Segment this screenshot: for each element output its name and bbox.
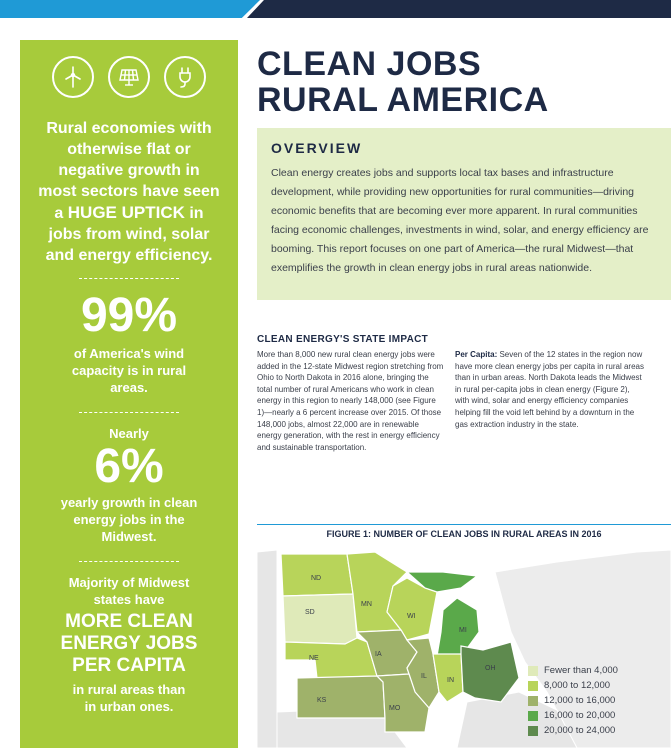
legend-label: 20,000 to 24,000 bbox=[544, 725, 616, 736]
legend-label: 8,000 to 12,000 bbox=[544, 680, 611, 691]
overview-heading: OVERVIEW bbox=[271, 140, 363, 156]
sidebar-lead bbox=[38, 118, 220, 266]
legend-item bbox=[528, 723, 618, 738]
map-legend bbox=[528, 663, 618, 738]
per-capita-text: Seven of the 12 states in the region now have more clean energy jobs per capita in rural areas than in urban areas. North Dakota leads the Midwest in rural per-capita jobs in clean energy (Figure 2), with wind, solar and energy efficiency companies helping fill the void left behind by a downturn in the gas extraction industry in the state. bbox=[455, 350, 644, 429]
page-title-line2: RURAL AMERICA bbox=[257, 81, 549, 119]
state-label: WI bbox=[407, 613, 416, 620]
stat-wind-capacity-value: 99% bbox=[80, 289, 178, 342]
per-capita-lead: Per Capita: bbox=[455, 350, 498, 359]
legend-label: 16,000 to 20,000 bbox=[544, 710, 616, 721]
state-label: MI bbox=[459, 627, 467, 634]
power-plug-icon bbox=[164, 56, 206, 98]
sidebar-lead-highlight: HUGE UPTICK bbox=[67, 203, 185, 222]
stat-growth-value: 6% bbox=[94, 440, 164, 493]
figure-rule bbox=[257, 524, 671, 525]
stat-growth-prefix: Nearly bbox=[109, 426, 149, 441]
state-ne bbox=[285, 638, 377, 678]
state-label: OH bbox=[485, 665, 496, 672]
state-label: ND bbox=[311, 575, 322, 582]
state-label: MN bbox=[361, 601, 372, 608]
sidebar-lead-after: in jobs from wind, solar and energy efficiency. bbox=[45, 205, 213, 264]
legend-item bbox=[528, 663, 618, 678]
state-oh bbox=[461, 642, 519, 702]
legend-swatch bbox=[528, 666, 538, 676]
legend-item bbox=[528, 693, 618, 708]
stat-per-capita-intro: Majority of Midwest states have bbox=[68, 575, 190, 607]
state-label: SD bbox=[305, 609, 315, 616]
solar-panel-icon bbox=[108, 56, 150, 98]
page-title-line1: CLEAN JOBS bbox=[257, 45, 482, 83]
divider bbox=[79, 278, 179, 279]
stat-growth-caption: yearly growth in clean energy jobs in the Midwest. bbox=[60, 495, 198, 544]
top-band-blue bbox=[0, 0, 260, 18]
state-label: KS bbox=[317, 697, 327, 704]
state-impact-col2 bbox=[455, 349, 645, 430]
stat-per-capita-caption: in rural areas than in urban ones. bbox=[72, 682, 186, 714]
legend-item bbox=[528, 678, 618, 693]
wind-turbine-icon bbox=[52, 56, 94, 98]
legend-label: 12,000 to 16,000 bbox=[544, 695, 616, 706]
state-impact-col1: More than 8,000 new rural clean energy jobs were added in the 12-state Midwest region stretching from Ohio to North Dakota in 2016 alone, bringing the total number of rural Americans who work in clean energy in this region to nearly 148,000 (see Figure 1)—nearly a 6 percent increase over 2015. Of those 148,000 jobs, almost 22,000 are in renewable energy generation, with the rest in energy efficiency and sustainable transportation. bbox=[257, 350, 444, 452]
overview-box bbox=[257, 128, 671, 300]
legend-label: Fewer than 4,000 bbox=[544, 665, 618, 676]
page-title bbox=[257, 46, 667, 118]
state-label: MO bbox=[389, 705, 401, 712]
state-label: IL bbox=[421, 673, 427, 680]
sidebar-lead-before: Rural economies with otherwise flat or negative growth in most sectors have seen a bbox=[38, 120, 220, 222]
legend-swatch bbox=[528, 711, 538, 721]
sidebar bbox=[20, 40, 238, 748]
state-sd bbox=[283, 594, 357, 644]
state-label: IN bbox=[447, 677, 454, 684]
legend-swatch bbox=[528, 681, 538, 691]
figure-title: FIGURE 1: NUMBER OF CLEAN JOBS IN RURAL AREAS IN 2016 bbox=[326, 529, 602, 539]
state-impact-heading: CLEAN ENERGY'S STATE IMPACT bbox=[257, 334, 429, 345]
state-label: NE bbox=[309, 655, 319, 662]
state-label: IA bbox=[375, 651, 382, 658]
legend-item bbox=[528, 708, 618, 723]
state-ks bbox=[297, 676, 385, 718]
stat-per-capita-highlight: MORE CLEAN ENERGY JOBS PER CAPITA bbox=[60, 611, 198, 676]
legend-swatch bbox=[528, 696, 538, 706]
divider bbox=[79, 412, 179, 413]
divider bbox=[79, 561, 179, 562]
stat-wind-capacity-caption: of America's wind capacity is in rural areas. bbox=[71, 346, 187, 395]
top-band bbox=[0, 0, 671, 18]
overview-text: Clean energy creates jobs and supports local tax bases and infrastructure development, while providing new opportunities for rural communities—driving economic benefits that are becoming ever more apparent. In rural communities facing economic challenges, investments in wind, solar, and energy efficiency are booming. This report focuses on one part of America—the rural Midwest—that exemplifies the growth in clean energy jobs in rural areas nationwide. bbox=[271, 167, 649, 274]
icon-row bbox=[20, 56, 238, 98]
background-state bbox=[257, 550, 277, 748]
legend-swatch bbox=[528, 726, 538, 736]
top-band-navy bbox=[247, 0, 671, 18]
